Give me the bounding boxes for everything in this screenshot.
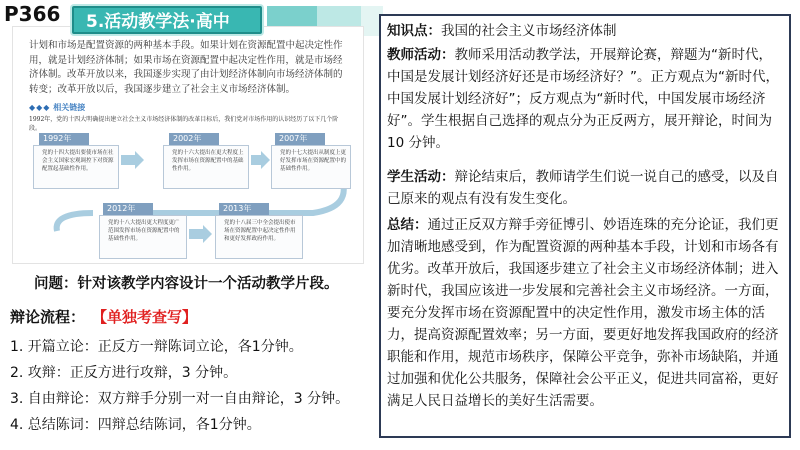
timeline-year: 2002年 xyxy=(169,133,219,145)
student-label: 学生活动： xyxy=(387,169,455,185)
process-step: 1. 开篇立论：正反方一辩陈词立论，各1分钟。 xyxy=(10,339,303,355)
process-step: 2. 攻辩：正反方进行攻辩，3 分钟。 xyxy=(10,365,238,381)
arrow-right-icon xyxy=(121,151,144,169)
section-title: 5.活动教学法·高中 xyxy=(72,6,262,34)
summary xyxy=(387,214,785,412)
knowledge-text: 我国的社会主义市场经济体制 xyxy=(441,23,617,39)
process-step: 3. 自由辩论：双方辩手分别一对一自由辩论，3 分钟。 xyxy=(10,391,350,407)
timeline-event: 党的十六大提出在更大程度上发挥市场在资源配置中的基础性作用。 xyxy=(163,145,249,189)
teacher-label: 教师活动： xyxy=(387,47,455,63)
timeline-year: 2007年 xyxy=(275,133,325,145)
lesson-panel xyxy=(379,14,791,438)
related-link-title: 相关链接 xyxy=(53,103,86,112)
process-tag: 【单独考查写】 xyxy=(92,308,198,326)
timeline-year: 2013年 xyxy=(219,203,269,215)
timeline-year: 2012年 xyxy=(103,203,153,215)
arrow-right-icon xyxy=(189,225,212,243)
knowledge-point xyxy=(387,20,785,42)
timeline-event: 党的十八届三中全会提出使市场在资源配置中起决定性作用和更好发挥政府作用。 xyxy=(215,215,303,259)
timeline-event: 党的十四大提出要使市场在社会主义国家宏观调控下对资源配置起基础性作用。 xyxy=(33,145,119,189)
related-link-intro: 1992年，党的十四大明确提出建立社会主义市场经济体制的改革目标后，我们党对市场作用的认识经历了以下几个阶段。 xyxy=(29,116,339,132)
student-activity xyxy=(387,166,785,210)
teacher-activity xyxy=(387,44,785,154)
page-number: P366 xyxy=(4,2,61,26)
timeline-curve xyxy=(57,213,93,231)
knowledge-label: 知识点： xyxy=(387,23,441,39)
textbook-paragraph: 计划和市场是配置资源的两种基本手段。如果计划在资源配置中起决定性作用，就是计划经济体制；如果市场在资源配置中起决定性作用，就是市场经济体制。改革开放以来，我国逐步实现了由计划经济体制向市场经济体制的转变；改革开放以后，我国逐步建立了社会主义市场经济体制。 xyxy=(29,40,343,95)
process-step: 4. 总结陈词：四辩总结陈词，各1分钟。 xyxy=(10,417,261,433)
timeline-year: 1992年 xyxy=(39,133,89,145)
diamond-bullets-icon: ◆◆◆ xyxy=(29,103,51,112)
question-text: 问题：针对该教学内容设计一个活动教学片段。 xyxy=(34,276,339,292)
process-title: 辩论流程： xyxy=(10,308,86,326)
summary-label: 总结： xyxy=(387,217,428,233)
teacher-text: 教师采用活动教学法，开展辩论赛，辩题为“新时代，中国是发展计划经济好还是市场经济好？”。正方观点为“新时代，中国发展计划经济好”；反方观点为“新时代，中国发展市场经济好”。学生根据自己选择的观点分为正反两方，展开辩论，时间为10 分钟。 xyxy=(387,47,779,151)
timeline-event: 党的十七大提出从制度上更好发挥市场在资源配置中的基础性作用。 xyxy=(271,145,351,189)
student-text: 辩论结束后，教师请学生们说一说自己的感受，以及自己原来的观点有没有发生变化。 xyxy=(387,169,779,207)
textbook-excerpt-image xyxy=(12,26,364,264)
timeline-event: 党的十八大提出更大程度更广范围发挥市场在资源配置中的基础性作用。 xyxy=(99,215,187,259)
arrow-right-icon xyxy=(251,151,270,169)
summary-text: 通过正反双方辩手旁征博引、妙语连珠的充分论证，我们更加清晰地感受到，作为配置资源的两种基本手段，计划和市场各有优劣。改革开放后，我国逐步建立了社会主义市场经济体制；进入新时代，我国应该进一步发展和完善社会主义市场经济。一方面，要充分发挥市场在资源配置中的决定性作用，激发市场主体的活力，提高资源配置效率；另一方面，要更好地发挥我国政府的经济职能和作用，规范市场秩序，保障公平竞争，弥补市场缺陷，并通过加强和优化公共服务，保障社会公平正义，促进共同富裕，更好满足人民日益增长的美好生活需要。 xyxy=(387,217,779,409)
